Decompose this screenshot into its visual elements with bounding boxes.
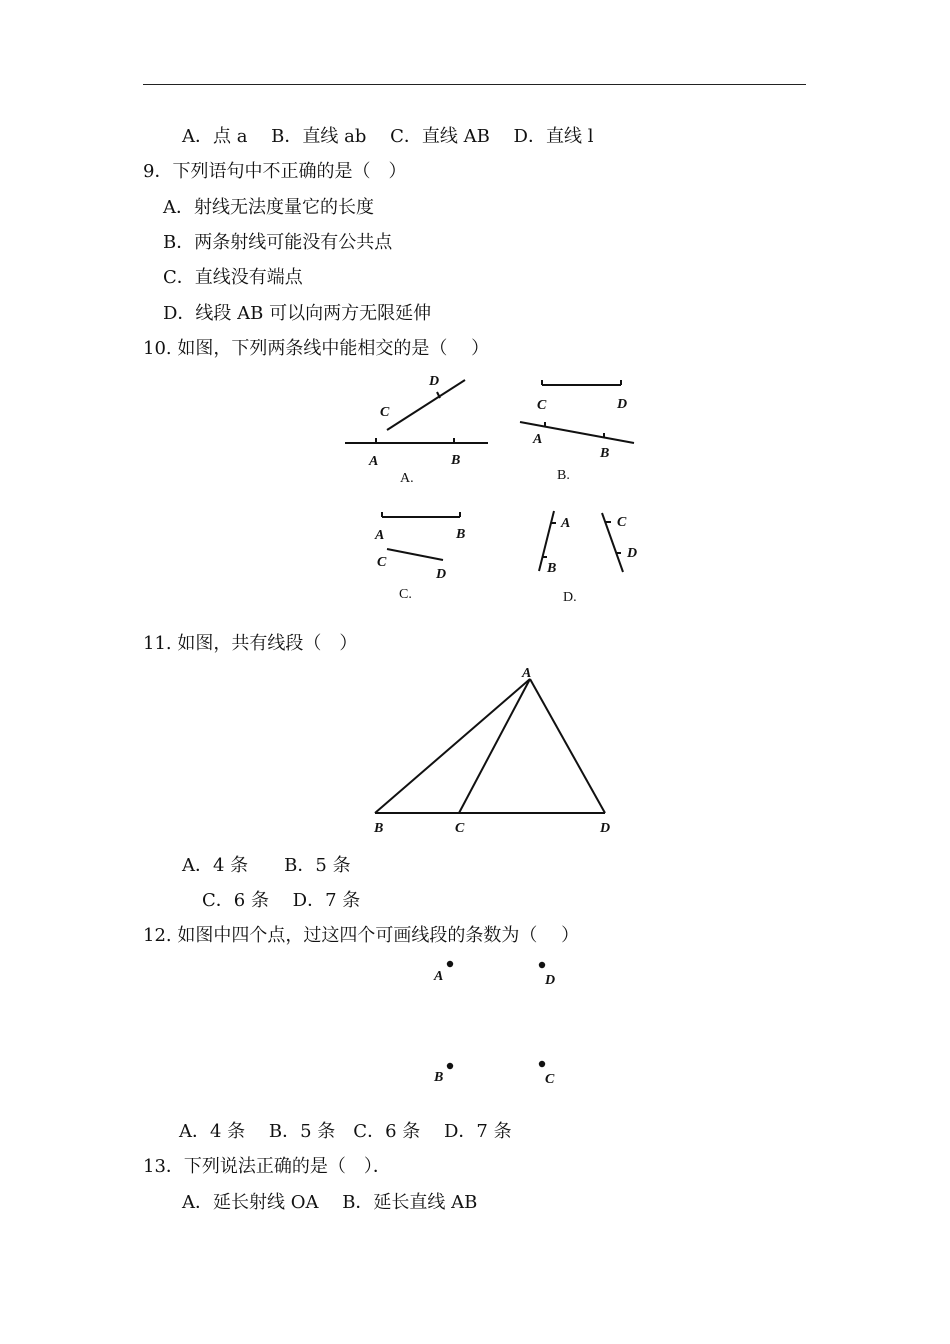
- label-d: D: [545, 973, 556, 988]
- label-c: C: [380, 405, 390, 420]
- q11-triangle-figure: [360, 660, 630, 840]
- label-a: A: [375, 528, 385, 543]
- label-b: B: [374, 821, 384, 836]
- label-b: B: [600, 446, 610, 461]
- q8-options: A．点 a B．直线 ab C．直线 AB D．直线 l: [182, 126, 594, 147]
- label-d: D: [429, 374, 440, 389]
- label-c: C: [537, 398, 547, 413]
- q9-option-d: D．线段 AB 可以向两方无限延伸: [163, 303, 432, 324]
- segment-ac: [459, 679, 530, 813]
- q12-points-figure: [420, 950, 570, 1095]
- q10-figure-b: [515, 375, 645, 485]
- segment-cd: [387, 380, 465, 430]
- caption-d: D.: [563, 590, 577, 605]
- label-b: B: [451, 453, 461, 468]
- q11-options-line1: A．4 条 B．5 条: [182, 855, 351, 876]
- q9-option-b: B．两条射线可能没有公共点: [163, 232, 393, 253]
- q10-stem: 10. 如图，下列两条线中能相交的是（ ）: [143, 338, 490, 359]
- label-b: B: [434, 1070, 444, 1085]
- label-c: C: [617, 515, 627, 530]
- header-rule: [143, 84, 806, 85]
- point-b: [447, 1063, 453, 1069]
- label-a: A: [434, 969, 444, 984]
- segment-cd: [387, 549, 443, 560]
- q10-figure-a: [340, 370, 500, 490]
- q9-stem: 9．下列语句中不正确的是（ ）: [143, 161, 407, 182]
- label-d: D: [617, 397, 628, 412]
- label-c: C: [545, 1072, 555, 1087]
- point-a: [447, 961, 453, 967]
- q12-stem: 12. 如图中四个点，过这四个可画线段的条数为（ ）: [143, 925, 580, 946]
- q13-stem: 13．下列说法正确的是（ ）．: [143, 1156, 391, 1177]
- label-a: A: [533, 432, 543, 447]
- label-d: D: [627, 546, 638, 561]
- q9-option-c: C．直线没有端点: [163, 267, 303, 288]
- label-a: A: [369, 454, 379, 469]
- label-b: B: [456, 527, 466, 542]
- segment-ab: [375, 679, 530, 813]
- label-d: D: [600, 821, 611, 836]
- segment-ad: [530, 679, 605, 813]
- q13-options: A．延长射线 OA B．延长直线 AB: [182, 1192, 478, 1213]
- caption-c: C.: [399, 587, 412, 602]
- label-a: A: [561, 516, 571, 531]
- label-d: D: [436, 567, 447, 582]
- q10-figure-c: [370, 510, 480, 610]
- q11-stem: 11. 如图，共有线段（ ）: [143, 633, 358, 654]
- label-c: C: [455, 821, 465, 836]
- caption-a: A.: [400, 471, 414, 486]
- label-c: C: [377, 555, 387, 570]
- point-c: [539, 1061, 545, 1067]
- q9-option-a: A．射线无法度量它的长度: [163, 197, 374, 218]
- q12-options: A．4 条 B．5 条 C．6 条 D．7 条: [179, 1121, 512, 1142]
- caption-b: B.: [557, 468, 570, 483]
- q10-figure-d: [525, 505, 650, 610]
- q11-options-line2: C．6 条 D．7 条: [202, 890, 361, 911]
- point-d: [539, 962, 545, 968]
- label-b: B: [547, 561, 557, 576]
- label-a: A: [522, 666, 532, 681]
